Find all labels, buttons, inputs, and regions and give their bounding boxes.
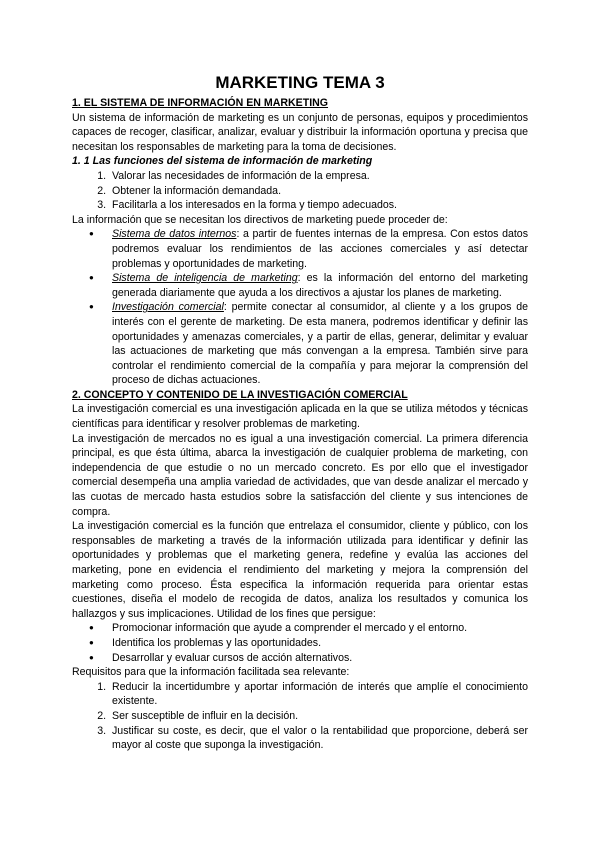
list-item xyxy=(109,227,528,271)
section-2-paragraph-1: La investigación comercial es una investigación aplicada en la que se utiliza métodos y técnicas científicas para identificar y resolver problemas de marketing. xyxy=(72,403,528,431)
section-2-heading: 2. CONCEPTO Y CONTENIDO DE LA INVESTIGACIÓN COMERCIAL xyxy=(72,388,408,401)
term-marketing-intelligence: Sistema de inteligencia de marketing xyxy=(112,272,298,285)
term-description: : es la información del entorno del marketing generada diariamente que ayuda a los directivos a ajustar los planes de marketing. xyxy=(112,272,528,299)
requirements-list xyxy=(72,680,528,753)
list-item: 3. Justificar su coste, es decir, que el valor o la rentabilidad que proporcione, deberá ser mayor al coste que suponga la investigación. xyxy=(109,724,528,753)
sources-list xyxy=(72,227,528,388)
sources-intro: La información que se necesitan los directivos de marketing puede proceder de: xyxy=(72,213,448,226)
list-item: ● Promocionar información que ayude a comprender el mercado y el entorno. xyxy=(109,621,528,636)
list-item: 3. Facilitarla a los interesados en la forma y tiempo adecuados. xyxy=(109,198,528,213)
requirements-intro: Requisitos para que la información facilitada sea relevante: xyxy=(72,666,350,679)
list-item: ● Desarrollar y evaluar cursos de acción alternativos. xyxy=(109,651,528,666)
subsection-1-1-heading: 1. 1 Las funciones del sistema de información de marketing xyxy=(72,155,373,168)
list-item: 2. Obtener la información demandada. xyxy=(109,184,528,199)
list-item: 1. Reducir la incertidumbre y aportar información de interés que amplíe el conocimiento existente. xyxy=(109,680,528,709)
functions-list xyxy=(72,169,528,213)
term-description: : a partir de fuentes internas de la empresa. Con estos datos podremos evaluar los rendimientos de las acciones comerciales y así detectar problemas y oportunidades de marketing. xyxy=(112,228,528,270)
section-1-intro: Un sistema de información de marketing es un conjunto de personas, equipos y procedimientos capaces de recoger, clasificar, analizar, evaluar y distribuir la información oportuna y precisa que necesitan los responsables de marketing para la toma de decisiones. xyxy=(72,111,528,153)
section-2-paragraph-2: La investigación de mercados no es igual a una investigación comercial. La primera diferencia principal, es que ésta última, abarca la investigación de cualquier problema de marketing, con independencia de que estudie o no un mercado concreto. Es por ello que el investigador comercial desempeña una amplia variedad de actividades, que van desde analizar el mercado y las cuotas de mercado hasta estudios sobre la satisfacción del cliente y sus intenciones de compra. xyxy=(72,432,528,518)
section-1-heading: 1. EL SISTEMA DE INFORMACIÓN EN MARKETING xyxy=(72,97,329,109)
section-2-paragraph-3: La investigación comercial es la función que entrelaza el consumidor, cliente y público, con los responsables de marketing a través de la información utilizada para identificar y definir las oportunidades y problemas que el marketing genera, redefine y evalúa las acciones del marketing, pone en evidencia el rendimiento del marketing y mejora la comprensión del marketing como proceso. Ésta especifica la información requerida para orientar estas cuestiones, diseña el modelo de recogida de datos, analiza los resultados y comunica los hallazgos y sus implicaciones. Utilidad de los fines que persigue: xyxy=(72,520,528,620)
list-item: 1. Valorar las necesidades de información de la empresa. xyxy=(109,169,528,184)
list-item: 2. Ser susceptible de influir en la decisión. xyxy=(109,709,528,724)
list-item xyxy=(109,300,528,388)
term-commercial-research: Investigación comercial xyxy=(112,301,224,314)
term-description: : permite conectar al consumidor, al cliente y a los grupos de interés con el gerente de marketing. De esta manera, podremos identificar y definir las oportunidades y amenazas comerciales, y a partir de ellas, generar, delimitar y evaluar las actuaciones de marketing que más convengan a la empresa. También sirve para controlar el rendimiento comercial de la compañía y para mejorar la comprensión del proceso de dichas actuaciones. xyxy=(112,301,528,387)
term-internal-data: Sistema de datos internos xyxy=(112,228,237,241)
list-item: ● Identifica los problemas y las oportunidades. xyxy=(109,636,528,651)
purposes-list xyxy=(72,621,528,665)
list-item xyxy=(109,271,528,300)
page-title: MARKETING TEMA 3 xyxy=(215,73,385,92)
